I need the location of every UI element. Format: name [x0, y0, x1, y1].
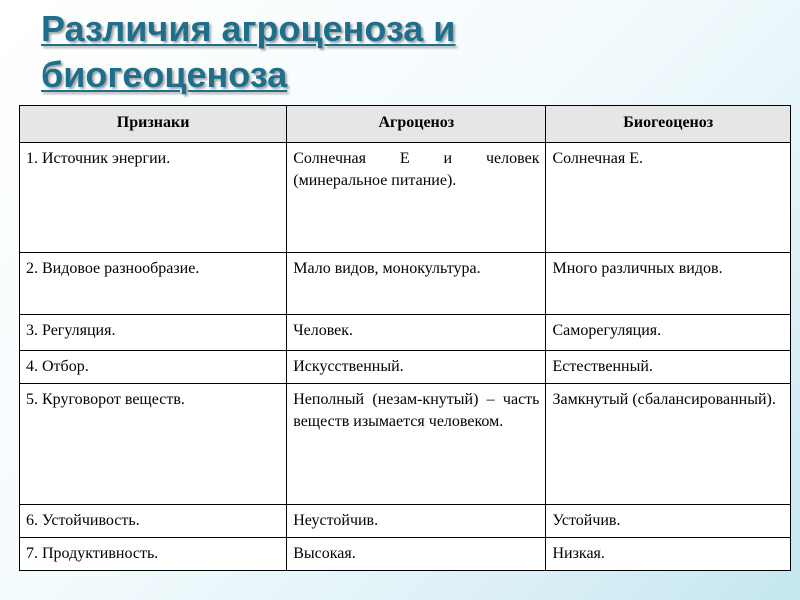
cell-biogeocenosis: Замкнутый (сбалансированный). — [546, 384, 791, 505]
cell-biogeocenosis: Много различных видов. — [546, 253, 791, 315]
cell-agrocenosis: Неустойчив. — [287, 505, 546, 538]
cell-agrocenosis: Солнечная Е и человек (минеральное питание). — [287, 143, 546, 253]
header-biogeocenosis: Биогеоценоз — [546, 106, 791, 143]
table-row — [20, 315, 791, 351]
cell-feature: 6. Устойчивость. — [20, 505, 287, 538]
table-row — [20, 505, 791, 538]
cell-agrocenosis: Неполный (незам-кнутый) – часть веществ изымается человеком. — [287, 384, 546, 505]
cell-biogeocenosis: Солнечная Е. — [546, 143, 791, 253]
cell-biogeocenosis: Устойчив. — [546, 505, 791, 538]
cell-feature: 4. Отбор. — [20, 351, 287, 384]
table-row — [20, 384, 791, 505]
cell-feature: 2. Видовое разнообразие. — [20, 253, 287, 315]
table-row — [20, 253, 791, 315]
cell-biogeocenosis: Естественный. — [546, 351, 791, 384]
cell-feature: 7. Продуктивность. — [20, 538, 287, 571]
cell-feature: 1. Источник энергии. — [20, 143, 287, 253]
table-row — [20, 538, 791, 571]
cell-agrocenosis: Мало видов, монокультура. — [287, 253, 546, 315]
header-features: Признаки — [20, 106, 287, 143]
slide-title: Различия агроценоза и биогеоценоза — [41, 8, 456, 95]
cell-agrocenosis: Искусственный. — [287, 351, 546, 384]
cell-biogeocenosis: Саморегуляция. — [546, 315, 791, 351]
table-row — [20, 351, 791, 384]
cell-agrocenosis: Человек. — [287, 315, 546, 351]
table-header-row — [20, 106, 791, 143]
cell-feature: 3. Регуляция. — [20, 315, 287, 351]
header-agrocenosis: Агроценоз — [287, 106, 546, 143]
table-row — [20, 143, 791, 253]
comparison-table — [19, 105, 791, 571]
cell-agrocenosis: Высокая. — [287, 538, 546, 571]
cell-feature: 5. Круговорот веществ. — [20, 384, 287, 505]
cell-biogeocenosis: Низкая. — [546, 538, 791, 571]
